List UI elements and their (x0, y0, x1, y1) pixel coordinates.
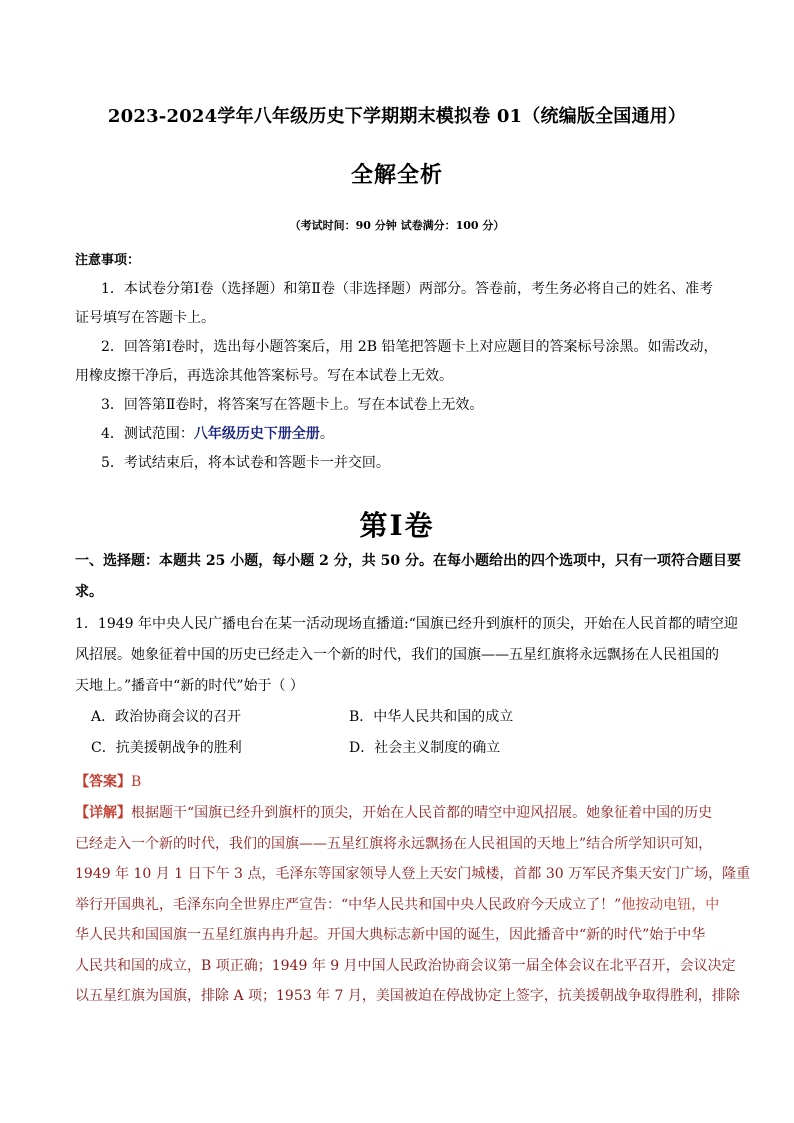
question-1-stem (75, 609, 738, 702)
section-instructions-line-1: 一、选择题：本题共 25 小题，每小题 2 分，共 50 分。在每小题给出的四个选项中，只有一项符合题目要 (75, 553, 741, 569)
test-range: 八年级历史下册全册 (193, 426, 320, 442)
notice-item-4 (75, 420, 725, 449)
option-b: B．中华人民共和国的成立 (349, 709, 514, 725)
notice-item-1-line-1: 1．本试卷分第Ⅰ卷（选择题）和第Ⅱ卷（非选择题）两部分。答卷前，考生务必将自己的姓名、准考 (101, 281, 713, 297)
detail-line-4-red: 他按动电钮，中 (621, 896, 720, 913)
detail-line-7: 以五星红旗为国旗，排除 A 项；1953 年 7 月，美国被迫在停战协定上签字，抗美援朝战争取得胜利，排除 (75, 988, 740, 1004)
notice-item-5: 5．考试结束后，将本试卷和答题卡一并交回。 (101, 455, 390, 471)
option-d: D．社会主义制度的确立 (349, 740, 501, 756)
detail-tag: 【详解】 (75, 805, 131, 821)
question-1-line-3: 天地上。”播音中“新的时代”始于（ ） (75, 678, 304, 694)
notice-item-1-line-2: 证号填写在答题卡上。 (75, 310, 215, 326)
options-row-2 (91, 733, 711, 764)
notice-item-4-suffix: 。 (319, 426, 334, 442)
exam-meta: （考试时间：90 分钟 试卷满分：100 分） (289, 219, 505, 232)
notice-item-4-prefix: 4．测试范围： (101, 426, 194, 442)
notice-heading: 注意事项： (75, 253, 141, 268)
detail-line-2: 已经走入一个新的时代，我们的国旗——五星红旗将永远飘扬在人民祖国的天地上”结合所学知识可知， (75, 835, 713, 852)
section-instructions-line-2: 求。 (75, 584, 103, 600)
exam-title: 2023-2024学年八年级历史下学期期末模拟卷 01（统编版全国通用） (107, 106, 687, 127)
detail-line-5: 华人民共和国国旗一五星红旗冉冉升起。开国大典标志新中国的诞生，因此播音中“新的时代”始于中华 (75, 927, 706, 943)
answer-tag: 【答案】 (75, 774, 131, 790)
detail-line-1-text: 根据题干“国旗已经升到旗杆的顶尖，开始在人民首都的晴空中迎风招展。她象征着中国的历史 (131, 805, 713, 821)
exam-subtitle: 全解全析 (350, 162, 443, 188)
answer-value: B (131, 774, 142, 790)
question-1-line-2: 风招展。她象征着中国的历史已经走入一个新的时代，我们的国旗——五星红旗将永远飘扬在人民祖国的 (75, 647, 719, 663)
notice-item-2-line-2: 用橡皮擦干净后，再选涂其他答案标号。写在本试卷上无效。 (75, 368, 453, 384)
notice-item-2-line-1: 2．回答第Ⅰ卷时，选出每小题答案后，用 2B 铅笔把答题卡上对应题目的答案标号涂黑。如需改动， (101, 339, 718, 355)
options-row-1 (91, 702, 711, 733)
section-title: 第Ⅰ卷 (359, 509, 435, 542)
section-instructions (75, 546, 741, 608)
question-1-detail (75, 798, 751, 1012)
question-1-answer (75, 767, 141, 798)
question-1-line-1: 1．1949 年中央人民广播电台在某一活动现场直播道:“国旗已经升到旗杆的顶尖，开始在人民首都的晴空迎 (75, 616, 738, 632)
question-1-options (91, 702, 711, 764)
option-a: A．政治协商会议的召开 (91, 709, 242, 725)
notice-list (75, 275, 725, 478)
detail-line-3: 1949 年 10 月 1 日下午 3 点，毛泽东等国家领导人登上天安门城楼，首都 30 万军民齐集天安门广场，隆重 (75, 866, 751, 882)
detail-line-4-text: 举行开国典礼，毛泽东向全世界庄严宣告：“中华人民共和国中央人民政府今天成立了！” (75, 896, 622, 913)
option-c: C．抗美援朝战争的胜利 (91, 740, 242, 756)
notice-item-3: 3．回答第Ⅱ卷时，将答案写在答题卡上。写在本试卷上无效。 (101, 397, 484, 413)
detail-line-6: 人民共和国的成立，B 项正确；1949 年 9 月中国人民政治协商会议第一届全体会议在北平召开，会议决定 (75, 957, 736, 974)
detail-line-1 (75, 798, 725, 829)
detail-line-4 (75, 890, 725, 921)
